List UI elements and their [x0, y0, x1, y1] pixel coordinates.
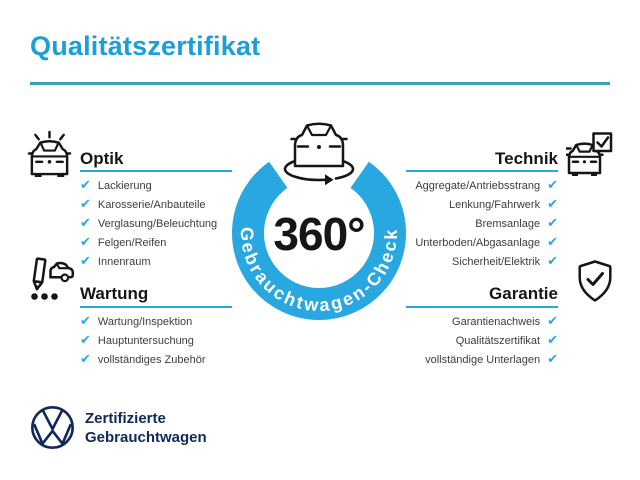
section-title-technik: Technik — [495, 149, 558, 168]
check-icon: ✔ — [547, 197, 558, 212]
check-icon: ✔ — [80, 314, 91, 329]
check-icon: ✔ — [80, 216, 91, 231]
check-item-label: vollständiges Zubehör — [97, 353, 206, 366]
check-item-label: Qualitätszertifikat — [455, 334, 541, 347]
check-item-label: Wartung/Inspektion — [97, 315, 193, 328]
checklist-optik — [80, 176, 217, 271]
check-item — [80, 252, 217, 271]
section-rule-wartung — [80, 306, 232, 308]
check-item-label: Unterboden/Abgasanlage — [415, 236, 541, 249]
check-icon: ✔ — [547, 333, 558, 348]
check-item — [80, 214, 217, 233]
car-checkbox-icon — [566, 129, 613, 177]
section-rule-technik — [406, 170, 558, 172]
footer-claim-line1: Zertifizierte — [85, 410, 166, 427]
vw-logo — [29, 404, 76, 451]
section-title-wartung: Wartung — [80, 284, 149, 303]
check-icon: ✔ — [80, 333, 91, 348]
service-checklist-icon — [25, 256, 75, 306]
check-icon: ✔ — [547, 254, 558, 269]
check-icon: ✔ — [547, 352, 558, 367]
check-item-label: Karosserie/Anbauteile — [97, 198, 206, 211]
check-item — [425, 350, 558, 369]
check-item — [80, 312, 206, 331]
360-check-badge — [225, 112, 413, 334]
check-icon: ✔ — [547, 178, 558, 193]
check-icon: ✔ — [80, 352, 91, 367]
car-shine-icon — [26, 129, 73, 178]
shield-check-icon — [573, 258, 617, 304]
check-item — [80, 176, 217, 195]
section-rule-garantie — [406, 306, 558, 308]
degree-label: 360° — [273, 208, 365, 260]
check-item-label: Lackierung — [97, 179, 152, 192]
check-item-label: Aggregate/Antriebsstrang — [415, 179, 541, 192]
check-item-label: Lenkung/Fahrwerk — [448, 198, 541, 211]
check-item — [425, 331, 558, 350]
section-title-garantie: Garantie — [489, 284, 558, 303]
section-rule-optik — [80, 170, 232, 172]
check-item — [80, 233, 217, 252]
check-item — [80, 331, 206, 350]
check-item-label: vollständige Unterlagen — [425, 353, 541, 366]
footer-claim — [85, 409, 207, 447]
check-item — [415, 195, 558, 214]
check-icon: ✔ — [547, 314, 558, 329]
check-icon: ✔ — [547, 235, 558, 250]
check-item-label: Sicherheit/Elektrik — [452, 255, 541, 268]
check-icon: ✔ — [80, 254, 91, 269]
check-item-label: Bremsanlage — [475, 217, 541, 230]
check-icon: ✔ — [80, 197, 91, 212]
checklist-technik — [415, 176, 558, 271]
check-item — [80, 195, 217, 214]
check-icon: ✔ — [80, 235, 91, 250]
page-title: Qualitätszertifikat — [30, 31, 261, 61]
section-title-optik: Optik — [80, 149, 124, 168]
ring-label: Gebrauchtwagen-Check — [236, 226, 402, 316]
footer-claim-line2: Gebrauchtwagen — [85, 429, 207, 446]
check-item — [415, 176, 558, 195]
check-item-label: Verglasung/Beleuchtung — [97, 217, 218, 230]
car-rotation-icon — [285, 124, 353, 186]
check-item-label: Felgen/Reifen — [97, 236, 167, 249]
check-item — [425, 312, 558, 331]
check-item — [415, 214, 558, 233]
check-item — [415, 252, 558, 271]
checklist-garantie — [425, 312, 558, 369]
check-item — [80, 350, 206, 369]
checklist-wartung — [80, 312, 206, 369]
check-item — [415, 233, 558, 252]
check-item-label: Hauptuntersuchung — [97, 334, 194, 347]
check-icon: ✔ — [547, 216, 558, 231]
check-icon: ✔ — [80, 178, 91, 193]
check-item-label: Innenraum — [97, 255, 151, 268]
check-item-label: Garantienachweis — [452, 315, 541, 328]
title-divider — [30, 82, 610, 85]
